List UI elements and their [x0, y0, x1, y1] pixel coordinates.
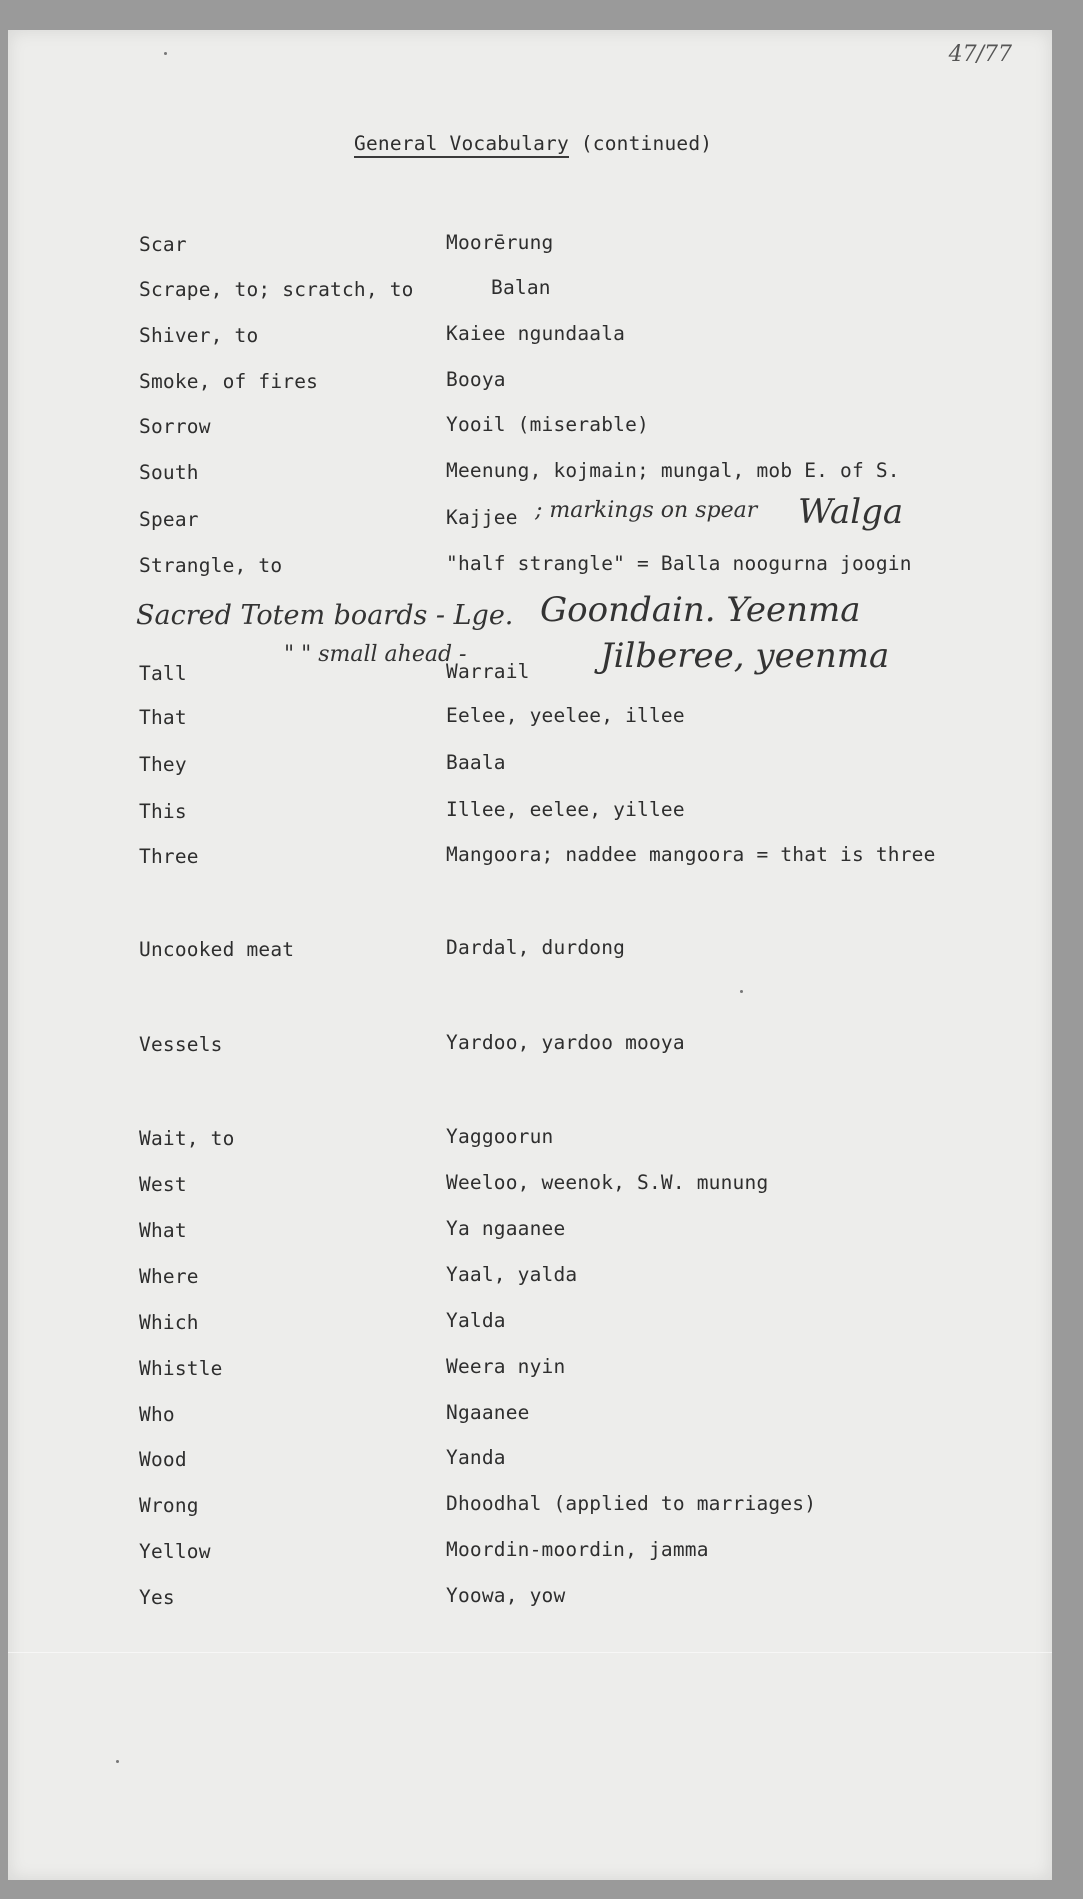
term: Whistle	[139, 1357, 223, 1380]
scan-line	[8, 1652, 1052, 1653]
page-title	[354, 132, 712, 155]
translation: Yalda	[446, 1309, 506, 1332]
handwritten-line-1-left: Sacred Totem boards - Lge.	[136, 600, 514, 631]
translation: Warrail	[446, 660, 530, 683]
handwritten-line-1-right: Goondain. Yeenma	[540, 590, 861, 630]
handwritten-spear-note: ; markings on spear	[535, 498, 758, 523]
term: They	[139, 753, 187, 776]
translation: Weera nyin	[446, 1355, 566, 1378]
translation: Balan	[491, 276, 551, 299]
translation: Dhoodhal (applied to marriages)	[446, 1492, 817, 1515]
term: Wrong	[139, 1494, 199, 1517]
paper-speck	[116, 1760, 119, 1763]
term: Three	[139, 845, 199, 868]
page-title-underlined: General Vocabulary	[354, 132, 569, 158]
term: Yellow	[139, 1540, 211, 1563]
translation: Moorērung	[446, 231, 554, 254]
paper-speck	[164, 52, 167, 55]
term: That	[139, 706, 187, 729]
handwritten-line-2-right: Jilberee, yeenma	[600, 636, 890, 676]
translation: Booya	[446, 368, 506, 391]
term: Which	[139, 1311, 199, 1334]
term: Smoke, of fires	[139, 370, 319, 393]
translation: Yooil (miserable)	[446, 413, 649, 436]
document-page	[8, 30, 1052, 1880]
term: Wait, to	[139, 1127, 235, 1150]
term: Wood	[139, 1448, 187, 1471]
handwritten-line-2-left: " " small ahead -	[284, 642, 467, 667]
translation: Kaiee ngundaala	[446, 322, 626, 345]
term: Vessels	[139, 1033, 223, 1056]
term: Uncooked meat	[139, 938, 295, 961]
paper-speck	[740, 990, 743, 993]
page-title-rest: (continued)	[568, 132, 713, 155]
term: What	[139, 1219, 187, 1242]
translation: Ya ngaanee	[446, 1217, 566, 1240]
term: Yes	[139, 1586, 175, 1609]
term: Shiver, to	[139, 324, 259, 347]
translation: Moordin-moordin, jamma	[446, 1538, 709, 1561]
translation: Illee, eelee, yillee	[446, 798, 685, 821]
translation: Yaggoorun	[446, 1125, 554, 1148]
translation: Meenung, kojmain; mungal, mob E. of S.	[446, 459, 900, 482]
term: This	[139, 800, 187, 823]
translation: Yoowa, yow	[446, 1584, 566, 1607]
translation: Eelee, yeelee, illee	[446, 704, 685, 727]
translation: Yaal, yalda	[446, 1263, 578, 1286]
term: Tall	[139, 662, 187, 685]
translation: Mangoora; naddee mangoora = that is three	[446, 843, 936, 866]
term: Scrape, to; scratch, to	[139, 278, 414, 301]
translation: Kajjee	[446, 506, 518, 529]
translation: Yardoo, yardoo mooya	[446, 1031, 685, 1054]
term: Scar	[139, 233, 187, 256]
translation: Dardal, durdong	[446, 936, 626, 959]
term: Sorrow	[139, 415, 211, 438]
term: Where	[139, 1265, 199, 1288]
translation: Weeloo, weenok, S.W. munung	[446, 1171, 769, 1194]
term: Who	[139, 1403, 175, 1426]
translation: Baala	[446, 751, 506, 774]
translation: Ngaanee	[446, 1401, 530, 1424]
term: Spear	[139, 508, 199, 531]
term: West	[139, 1173, 187, 1196]
translation: "half strangle" = Balla noogurna joogin	[446, 552, 912, 575]
term: Strangle, to	[139, 554, 283, 577]
handwritten-spear-word: Walga	[798, 492, 904, 532]
page-number: 47/77	[948, 42, 1012, 67]
term: South	[139, 461, 199, 484]
translation: Yanda	[446, 1446, 506, 1469]
